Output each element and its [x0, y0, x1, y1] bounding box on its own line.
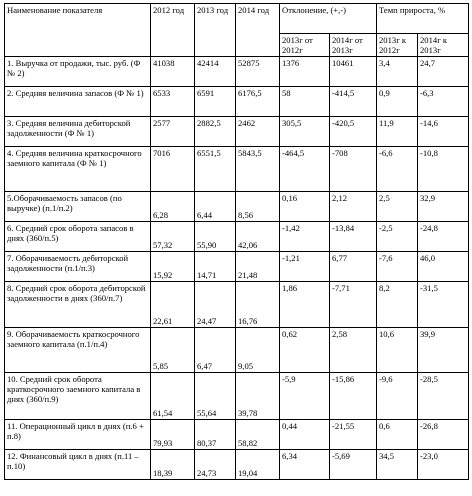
- row-name: 9. Оборачиваемость краткосрочного заемного капитала (п.1/п.4): [5, 328, 151, 373]
- cell-2014: 9,05: [236, 328, 280, 373]
- cell-dev-1: 305,5: [280, 117, 330, 147]
- row-name: 6. Средний срок оборота запасов в днях (360/п.5): [5, 222, 151, 252]
- cell-2012: 22,61: [151, 282, 195, 328]
- cell-2014: 39,78: [236, 373, 280, 420]
- cell-2012: 41038: [151, 57, 195, 87]
- header-2012: 2012 год: [151, 4, 195, 57]
- cell-2014: 42,06: [236, 222, 280, 252]
- table-row: [5, 282, 469, 328]
- table-row: [5, 57, 469, 87]
- cell-dev-1: -1,21: [280, 252, 330, 282]
- header-name: Наименование показателя: [5, 4, 151, 57]
- cell-2013: 24,73: [195, 450, 236, 480]
- cell-2014: 8,56: [236, 192, 280, 222]
- cell-growth-2: -24,8: [418, 222, 469, 252]
- cell-growth-2: 24,7: [418, 57, 469, 87]
- table-row: [5, 450, 469, 480]
- cell-2014: 52875: [236, 57, 280, 87]
- cell-dev-1: -464,5: [280, 147, 330, 192]
- cell-dev-1: 6,34: [280, 450, 330, 480]
- cell-growth-1: -6,6: [377, 147, 418, 192]
- cell-growth-1: 10,6: [377, 328, 418, 373]
- table-row: [5, 420, 469, 450]
- cell-dev-2: -420,5: [330, 117, 377, 147]
- cell-2012: 7016: [151, 147, 195, 192]
- header-dev-2014-2013: 2014г от 2013г: [330, 34, 377, 57]
- cell-dev-1: -5,9: [280, 373, 330, 420]
- cell-growth-2: 39,9: [418, 328, 469, 373]
- cell-dev-2: -7,71: [330, 282, 377, 328]
- cell-growth-2: -31,5: [418, 282, 469, 328]
- cell-dev-2: 2,58: [330, 328, 377, 373]
- cell-dev-2: -21,55: [330, 420, 377, 450]
- cell-growth-1: -2,5: [377, 222, 418, 252]
- cell-dev-2: 2,12: [330, 192, 377, 222]
- cell-dev-2: 10461: [330, 57, 377, 87]
- cell-growth-1: 34,5: [377, 450, 418, 480]
- cell-2012: 61,54: [151, 373, 195, 420]
- cell-2014: 19,04: [236, 450, 280, 480]
- row-name: 11. Операционный цикл в днях (п.6 + п.8): [5, 420, 151, 450]
- row-name: 5.Оборачиваемость запасов (по выручке) (п.1/п.2): [5, 192, 151, 222]
- cell-growth-1: -9,6: [377, 373, 418, 420]
- table-row: [5, 117, 469, 147]
- cell-2013: 24,47: [195, 282, 236, 328]
- header-gr-2013-2012: 2013г к 2012г: [377, 34, 418, 57]
- cell-2013: 55,90: [195, 222, 236, 252]
- table-row: [5, 192, 469, 222]
- cell-dev-1: 0,16: [280, 192, 330, 222]
- header-deviation: Отклонение, (+,-): [280, 4, 377, 34]
- cell-2012: 57,32: [151, 222, 195, 252]
- table-row: [5, 373, 469, 420]
- cell-2012: 2577: [151, 117, 195, 147]
- cell-dev-2: -414,5: [330, 87, 377, 117]
- cell-2013: 42414: [195, 57, 236, 87]
- cell-dev-1: 0,44: [280, 420, 330, 450]
- cell-dev-2: 6,77: [330, 252, 377, 282]
- row-name: 7. Оборачиваемость дебиторской задолженности (п.1/п.3): [5, 252, 151, 282]
- cell-growth-1: 2,5: [377, 192, 418, 222]
- cell-2013: 6591: [195, 87, 236, 117]
- cell-growth-1: 11,9: [377, 117, 418, 147]
- cell-2013: 55,64: [195, 373, 236, 420]
- cell-growth-2: -10,8: [418, 147, 469, 192]
- table-row: [5, 252, 469, 282]
- cell-dev-1: 58: [280, 87, 330, 117]
- cell-2014: 16,76: [236, 282, 280, 328]
- header-2014: 2014 год: [236, 4, 280, 57]
- row-name: 3. Средняя величина дебиторской задолженности (Ф № 1): [5, 117, 151, 147]
- cell-dev-2: -708: [330, 147, 377, 192]
- cell-2013: 6,47: [195, 328, 236, 373]
- cell-growth-2: 46,0: [418, 252, 469, 282]
- cell-2012: 5,85: [151, 328, 195, 373]
- header-growth: Темп прироста, %: [377, 4, 469, 34]
- cell-dev-1: -1,42: [280, 222, 330, 252]
- cell-dev-1: 1,86: [280, 282, 330, 328]
- cell-2012: 15,92: [151, 252, 195, 282]
- row-name: 10. Средний срок оборота краткосрочного заемного капитала в днях (360/п.9): [5, 373, 151, 420]
- cell-2014: 58,82: [236, 420, 280, 450]
- cell-growth-2: -28,5: [418, 373, 469, 420]
- cell-2012: 6,28: [151, 192, 195, 222]
- cell-dev-2: -13,84: [330, 222, 377, 252]
- row-name: 1. Выручка от продажи, тыс. руб. (Ф № 2): [5, 57, 151, 87]
- header-2013: 2013 год: [195, 4, 236, 57]
- cell-growth-2: -23,0: [418, 450, 469, 480]
- cell-growth-1: 0,9: [377, 87, 418, 117]
- cell-2014: 6176,5: [236, 87, 280, 117]
- cell-growth-1: 3,4: [377, 57, 418, 87]
- header-dev-2013-2012: 2013г от 2012г: [280, 34, 330, 57]
- cell-2013: 14,71: [195, 252, 236, 282]
- cell-growth-1: 0,6: [377, 420, 418, 450]
- cell-growth-2: -26,8: [418, 420, 469, 450]
- turnover-table: [4, 3, 469, 480]
- cell-2014: 5843,5: [236, 147, 280, 192]
- cell-2012: 79,93: [151, 420, 195, 450]
- cell-2013: 2882,5: [195, 117, 236, 147]
- cell-2013: 6,44: [195, 192, 236, 222]
- table-row: [5, 222, 469, 252]
- cell-2014: 2462: [236, 117, 280, 147]
- row-name: 12. Финансовый цикл в днях (п.11 – п.10): [5, 450, 151, 480]
- cell-2012: 18,39: [151, 450, 195, 480]
- cell-dev-2: -15,86: [330, 373, 377, 420]
- row-name: 8. Средний срок оборота дебиторской задолженности в днях (360/п.7): [5, 282, 151, 328]
- table-row: [5, 87, 469, 117]
- cell-dev-1: 0,62: [280, 328, 330, 373]
- cell-growth-2: 32,9: [418, 192, 469, 222]
- table-row: [5, 147, 469, 192]
- table-row: [5, 328, 469, 373]
- cell-growth-2: -14,6: [418, 117, 469, 147]
- cell-2013: 6551,5: [195, 147, 236, 192]
- cell-2012: 6533: [151, 87, 195, 117]
- cell-2014: 21,48: [236, 252, 280, 282]
- row-name: 4. Средняя величина краткосрочного заемного капитала (Ф № 1): [5, 147, 151, 192]
- row-name: 2. Средняя величина запасов (Ф № 1): [5, 87, 151, 117]
- header-gr-2014-2013: 2014г к 2013г: [418, 34, 469, 57]
- cell-growth-2: -6,3: [418, 87, 469, 117]
- cell-growth-1: -7,6: [377, 252, 418, 282]
- cell-dev-2: -5,69: [330, 450, 377, 480]
- cell-dev-1: 1376: [280, 57, 330, 87]
- cell-growth-1: 8,2: [377, 282, 418, 328]
- cell-2013: 80,37: [195, 420, 236, 450]
